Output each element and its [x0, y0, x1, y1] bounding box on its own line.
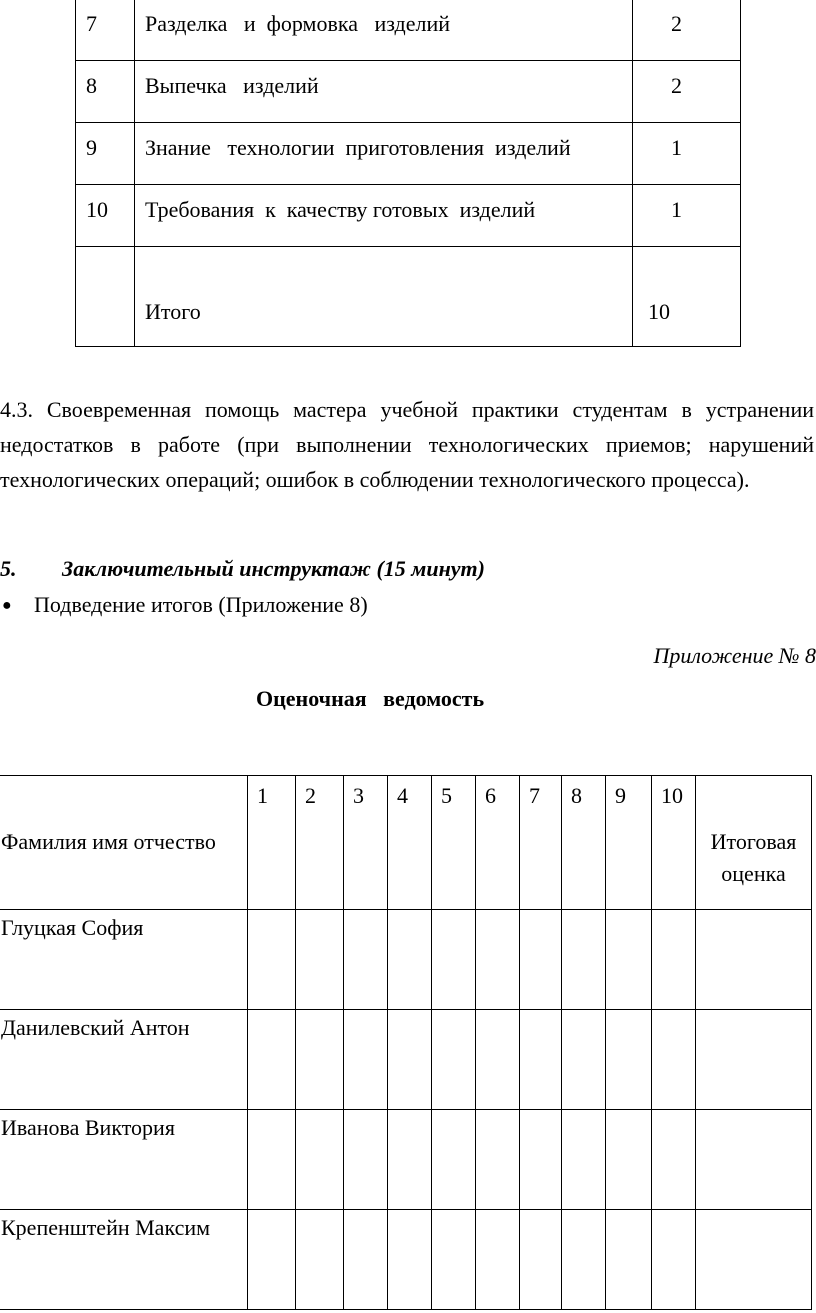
table-row: [76, 123, 741, 185]
grade-cell: [562, 910, 606, 1010]
grade-cell: [344, 1210, 388, 1310]
row-number: 7: [76, 0, 135, 61]
grade-cell: [388, 1210, 432, 1310]
final-grade-header: Итоговая оценка: [696, 776, 812, 910]
bullet-text: Подведение итогов (Приложение 8): [34, 592, 368, 617]
criterion-header: 7: [520, 776, 562, 910]
grade-cell: [606, 1210, 652, 1310]
table-row: [76, 185, 741, 247]
grade-cell: [652, 1010, 696, 1110]
total-number-cell: [76, 247, 135, 347]
grade-cell: [248, 910, 296, 1010]
bullet-item: [0, 592, 368, 618]
grade-cell: [248, 1110, 296, 1210]
row-text: Требования к качеству готовых изделий: [135, 185, 633, 247]
table-row: [0, 1210, 812, 1310]
grade-cell: [248, 1210, 296, 1310]
grade-cell: [606, 1110, 652, 1210]
criterion-header: 4: [388, 776, 432, 910]
row-text: Разделка и формовка изделий: [135, 0, 633, 61]
row-text: Выпечка изделий: [135, 61, 633, 123]
student-name: Иванова Виктория: [0, 1110, 248, 1210]
criteria-table: [75, 0, 741, 347]
grade-cell: [652, 1110, 696, 1210]
grade-cell: [520, 1110, 562, 1210]
total-row: [76, 247, 741, 347]
grade-cell: [344, 1010, 388, 1110]
criterion-header: 8: [562, 776, 606, 910]
criterion-header: 10: [652, 776, 696, 910]
appendix-label: Приложение № 8: [653, 643, 816, 668]
table-row: [76, 61, 741, 123]
final-grade-cell: [696, 1110, 812, 1210]
grade-cell: [652, 910, 696, 1010]
grade-cell: [432, 1210, 476, 1310]
grade-cell: [296, 1010, 344, 1110]
criterion-header: 9: [606, 776, 652, 910]
grade-cell: [432, 1010, 476, 1110]
grade-cell: [432, 1110, 476, 1210]
grade-cell: [606, 910, 652, 1010]
grade-cell: [296, 1110, 344, 1210]
grade-cell: [476, 1110, 520, 1210]
grade-cell: [606, 1010, 652, 1110]
row-number: 9: [76, 123, 135, 185]
criterion-header: 3: [344, 776, 388, 910]
student-name: Данилевский Антон: [0, 1010, 248, 1110]
row-value: 1: [633, 123, 741, 185]
grade-cell: [476, 1210, 520, 1310]
criterion-header: 1: [248, 776, 296, 910]
grade-header-row: [0, 776, 812, 910]
paragraph-4-3: 4.3. Своевременная помощь мастера учебной практики студентам в устранении недостатков в работе (при выполнении технологических приемов; нарушений технологических операций; ошибок в соблюдении технологического процесса).: [0, 397, 814, 492]
final-grade-cell: [696, 910, 812, 1010]
row-number: 8: [76, 61, 135, 123]
criterion-header: 2: [296, 776, 344, 910]
student-name: Крепенштейн Максим: [0, 1210, 248, 1310]
grade-cell: [344, 910, 388, 1010]
table-row: [76, 0, 741, 61]
row-number: 10: [76, 185, 135, 247]
section-title: Заключительный инструктаж (15 минут): [62, 556, 485, 581]
table-row: [0, 910, 812, 1010]
row-value: 2: [633, 0, 741, 61]
sheet-title: Оценочная ведомость: [256, 686, 485, 711]
final-grade-cell: [696, 1010, 812, 1110]
final-grade-cell: [696, 1210, 812, 1310]
grade-cell: [520, 1210, 562, 1310]
total-value: 10: [633, 247, 741, 347]
grade-cell: [432, 910, 476, 1010]
bullet-icon: ●: [2, 597, 12, 614]
criterion-header: 5: [432, 776, 476, 910]
grade-cell: [520, 1010, 562, 1110]
grade-cell: [562, 1010, 606, 1110]
section-heading: [0, 556, 485, 582]
grade-cell: [562, 1110, 606, 1210]
table-row: [0, 1110, 812, 1210]
grade-cell: [520, 910, 562, 1010]
grade-cell: [476, 1010, 520, 1110]
row-value: 1: [633, 185, 741, 247]
grade-cell: [296, 910, 344, 1010]
grade-cell: [476, 910, 520, 1010]
criterion-header: 6: [476, 776, 520, 910]
total-label: Итого: [135, 247, 633, 347]
name-header: Фамилия имя отчество: [0, 776, 248, 910]
grade-cell: [388, 910, 432, 1010]
grade-cell: [296, 1210, 344, 1310]
row-text: Знание технологии приготовления изделий: [135, 123, 633, 185]
row-value: 2: [633, 61, 741, 123]
table-row: [0, 1010, 812, 1110]
section-number: 5.: [0, 556, 17, 581]
grade-cell: [388, 1110, 432, 1210]
grade-sheet-table: [0, 775, 812, 1310]
grade-cell: [344, 1110, 388, 1210]
grade-cell: [388, 1010, 432, 1110]
grade-cell: [652, 1210, 696, 1310]
grade-cell: [562, 1210, 606, 1310]
grade-cell: [248, 1010, 296, 1110]
student-name: Глуцкая София: [0, 910, 248, 1010]
